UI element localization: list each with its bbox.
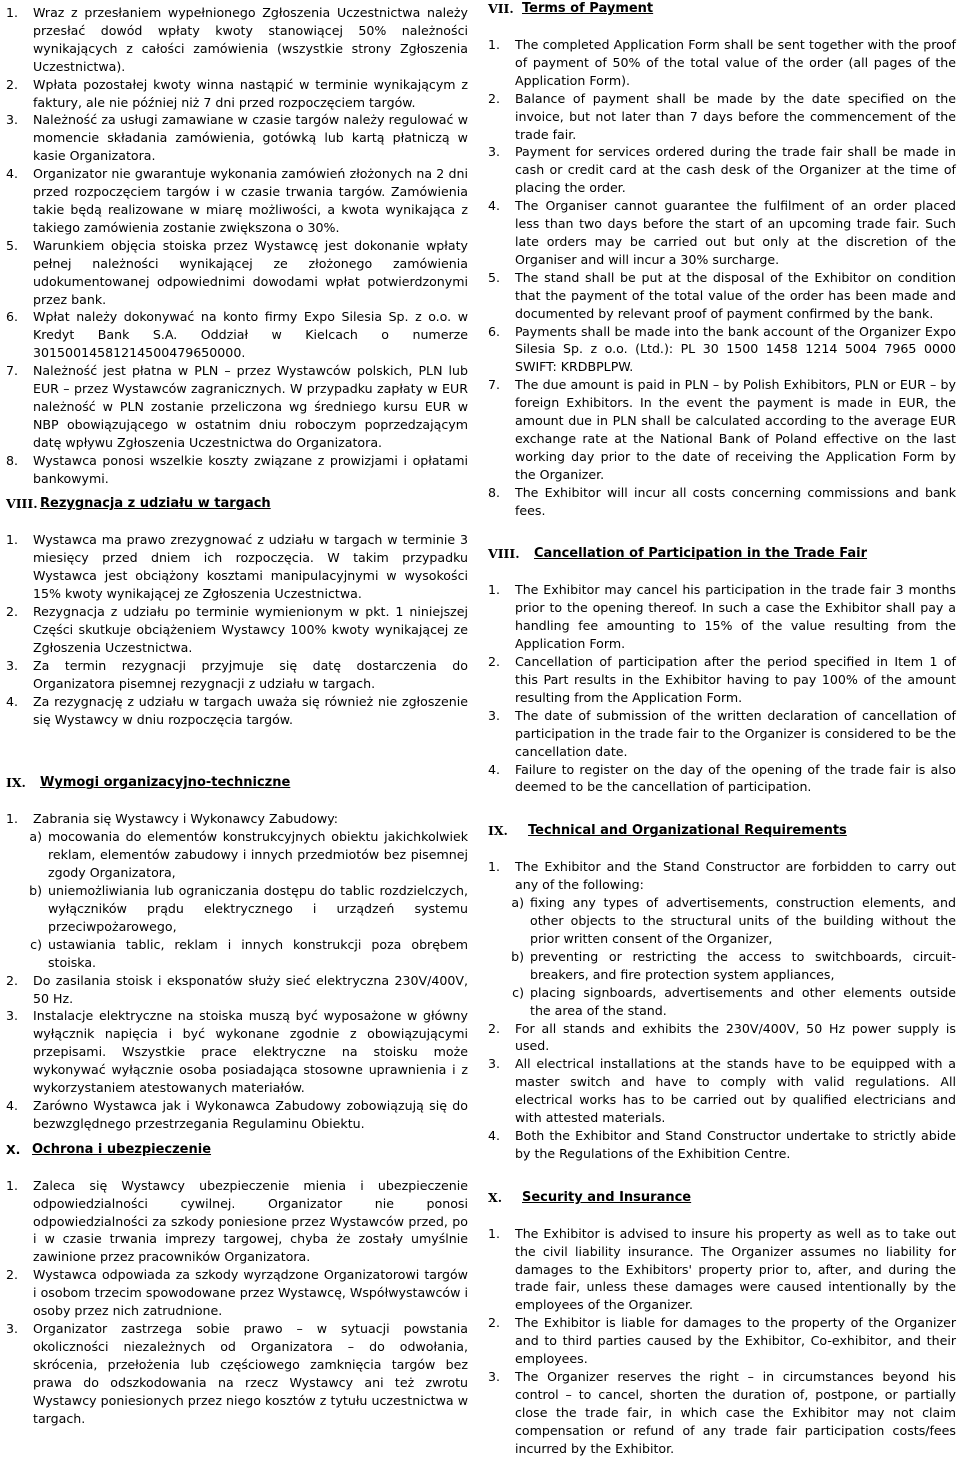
item-number: 1. [6,1177,19,1193]
item-text: Organizator zastrzega sobie prawo – w sytuacji powstania okoliczności niezależnych od Organizatora – do odwołania, skrócenia, przełożenia lub częściowego zamknięcia targów bez prawa do odszkodowania na rzecz Wystawcy ani też zwrotu Wystawcy poniesionych przez niego kosztów z tytułu uczestnictwa w targach. [33,1321,468,1426]
list-item [6,237,468,309]
list-item [6,657,468,693]
item-number: 2. [488,1020,501,1036]
list-item [6,4,468,76]
list-item [488,484,956,520]
list-item [488,761,956,797]
list-item [488,1368,956,1458]
section-number: VIII. [488,546,520,562]
item-text: Organizator nie gwarantuje wykonania zamówień złożonych na 2 dni przed rozpoczęciem targów i w czasie trwania targów. Zamówienia takie będą realizowane w miarę możliwości, a kwota wynikająca z takiego zamówienia zostanie zwiększona o 30%. [33,166,468,235]
item-text: Za rezygnację z udziału w targach uważa się również nie zgłoszenie się Wystawcy w dniu rozpoczęcia targów. [33,693,468,727]
section-title: Ochrona i ubezpieczenie [32,1141,212,1157]
en-section-viii-heading [488,545,956,563]
item-number: 2. [488,1315,501,1331]
section-number: X. [488,1189,503,1205]
sub-item-text: uniemożliwiania lub ograniczania dostępu do tablic rozdzielczych, wyłączników prądu elektrycznego i urządzeń systemu przeciwpożarowego, [48,883,468,934]
item-text: Wpłata pozostałej kwoty winna nastąpić w terminie wynikającym z faktury, ale nie później niż 7 dni przed rozpoczęciem targów. [33,76,468,110]
item-text: The date of submission of the written declaration of cancellation of participation in the trade fair to the Organizer is considered to be the cancellation date. [515,707,956,759]
item-text: The Organizer reserves the right – in circumstances beyond his control – to cancel, shorten the duration of, postpone, or partially close the trade fair, in which case the Exhibitor may not claim compensation or refund of any trade fair participation costs/fees incurred by the Exhibitor. [515,1369,956,1456]
item-number: 2. [6,76,19,92]
section-title: Security and Insurance [522,1189,692,1205]
section-number: VII. [488,1,514,16]
item-text: The Organiser cannot guarantee the fulfilment of an order placed less than two days before the start of an upcoming trade fair. Such late orders may be carried out but only at the discretion of the Organiser and will incur a 30% surcharge. [515,198,956,267]
item-text: For all stands and exhibits the 230V/400V, 50 Hz power supply is used. [515,1020,956,1054]
item-text: Payments shall be made into the bank account of the Organizer Expo Silesia Sp. z o.o. (Ltd.): PL 30 1500 1458 1214 5004 7965 0000 SWIFT: KRDBPLPW. [515,323,956,375]
list-item [6,452,468,488]
item-number: 8. [6,452,19,468]
item-text: Both the Exhibitor and Stand Constructor undertake to strictly abide by the Regulations of the Exhibition Centre. [515,1127,956,1161]
item-number: 3. [6,657,19,673]
item-number: 3. [6,1008,19,1024]
sub-item-text: ustawiania tablic, reklam i innych konstrukcji poza obrębem stoiska. [48,936,468,970]
list-item [488,1314,956,1368]
list-item [488,581,956,653]
item-number: 4. [6,693,19,709]
en-cancellation-list [488,581,956,796]
list-item [6,531,468,603]
list-item [488,143,956,197]
item-number: 2. [6,604,19,620]
section-title: Technical and Organizational Requirements [528,823,847,839]
item-text: The Exhibitor may cancel his participation in the trade fair 3 months prior to the opening thereof. In such a case the Exhibitor shall pay a handling fee amounting to 15% of the value resulting from the Application Form. [515,582,956,652]
item-text: Wraz z przesłaniem wypełnionego Zgłoszenia Uczestnictwa należy przesłać dowód wpłaty kwoty stanowiącej 50% należności wynikających z całości zamówienia (wszystkie strony Zgłoszenia Uczestnictwa). [33,5,468,74]
section-title: Wymogi organizacyjno-techniczne [40,775,291,791]
item-number: 1. [6,532,19,548]
item-text: Cancellation of participation after the period specified in Item 1 of this Part results in the Exhibitor having to pay 100% of the amount resulting from the Application Form. [515,654,956,705]
pl-technical-list [6,810,468,1132]
sub-item [6,882,468,936]
item-text: Instalacje elektryczne na stoiska muszą być wyposażone w główny wyłącznik napięcia i być wykonane zgodnie z obowiązującymi przepisami. Wszystkie prace elektryczne na stoisku może wykonywać wyłącznie osoba posiadająca stosowne uprawnienia i z wykorzystaniem atestowanych materiałów. [33,1008,468,1096]
list-item [6,362,468,452]
item-text: The Exhibitor and the Stand Constructor are forbidden to carry out any of the following: [515,859,956,893]
item-number: 5. [488,269,501,285]
item-number: 3. [488,144,501,160]
item-number: 1. [488,37,501,52]
item-text: Wystawca odpowiada za szkody wyrządzone Organizatorowi targów i osobom trzecim spowodowane przez Wystawcę, Współwystawców i osoby przez nich zatrudnione. [33,1267,468,1319]
item-number: 3. [488,707,501,723]
section-number: IX. [488,823,508,839]
list-item [6,308,468,362]
pl-security-list [6,1177,468,1428]
list-item [6,1097,468,1133]
item-number: 4. [6,1097,19,1113]
item-text: The due amount is paid in PLN – by Polish Exhibitors, PLN or EUR – by foreign Exhibitors. In the event the payment is made in EUR, the amount due in PLN shall be calculated according to the average EUR exchange rate at the National Bank of Poland effective on the last working day prior to the date of receiving the Application Form by the Organizer. [515,377,956,482]
item-text: Payment for services ordered during the trade fair shall be made in cash or credit card at the cash desk of the Organizer at the time of placing the order. [515,144,956,196]
sub-item [6,936,468,972]
item-number: 7. [6,363,19,379]
item-text: All electrical installations at the stands have to be equipped with a master switch and have to comply with valid regulations. All electrical works has to be carried out by qualified electricians and with attested materials. [515,1056,956,1126]
section-number: IX. [6,775,26,791]
item-text: Wystawca ponosi wszelkie koszty związane z prowizjami i opłatami bankowymi. [33,452,468,486]
item-text: Należność za usługi zamawiane w czasie targów należy regulować w momencie składania zamówienia, gotówką lub kartą płatniczą w kasie Organizatora. [33,112,468,164]
item-text: Wpłat należy dokonywać na konto firmy Expo Silesia Sp. z o.o. w Kredyt Bank S.A. Oddział w Kielcach o numerze 30150014581214500479650000. [33,309,468,361]
item-number: 7. [488,377,501,393]
list-item [488,858,956,894]
item-text: Zarówno Wystawca jak i Wykonawca Zabudowy zobowiązują się do bezwzględnego przestrzegania Regulaminu Obiektu. [33,1097,468,1131]
list-item [488,36,956,90]
item-number: 2. [6,1267,19,1283]
en-security-list [488,1225,956,1458]
item-text: Rezygnacja z udziału po terminie wymienionym w pkt. 1 niniejszej Części skutkuje obciążeniem Wystawcy 100% kwoty wynikającej ze Zgłoszenia Uczestnictwa. [33,604,468,655]
item-number: 1. [488,582,501,598]
item-number: 2. [488,90,501,106]
list-item [6,810,468,828]
item-text: Zabrania się Wystawcy i Wykonawcy Zabudowy: [33,811,339,827]
item-number: 4. [488,198,501,214]
list-item [488,376,956,483]
item-text: The stand shall be put at the disposal of the Exhibitor on condition that the payment of the total value of the order has been made and documented by relevant proof of payment confirmed by the bank. [515,269,956,321]
polish-column [6,0,468,1427]
item-number: 1. [6,811,19,827]
list-item [488,1055,956,1127]
sub-item-text: placing signboards, advertisements and other elements outside the area of the stand. [530,984,956,1018]
item-text: Za termin rezygnacji przyjmuje się datę dostarczenia do Organizatora pisemnej rezygnacji z udziału w targach. [33,657,468,691]
sub-item [488,894,956,948]
pl-terms-of-payment-list [6,4,468,487]
list-item [6,111,468,165]
en-terms-of-payment-list [488,36,956,519]
en-section-vii-heading [488,0,956,18]
list-item [6,1266,468,1320]
section-title: Rezygnacja z udziału w targach [40,496,271,512]
pl-cancellation-list [6,531,468,728]
item-text: The Exhibitor is liable for damages to the property of the Organizer and to third parties caused by the Exhibitor, Co-exhibitor, and their employees. [515,1315,956,1367]
item-text: Balance of payment shall be made by the date specified on the invoice, but not later than 7 days before the commencement of the trade fair. [515,90,956,142]
list-item [6,972,468,1008]
item-number: 1. [488,859,501,875]
sub-item-letter: a) [29,829,42,845]
section-number: VIII. [6,496,38,512]
item-number: 2. [6,972,19,988]
item-text: The Exhibitor is advised to insure his property as well as to take out the civil liability insurance. The Organizer assumes no liability for damages to the Exhibitors' property prior to, after, and during the trade fair, unless these damages were caused intentionally by the employees of the Organizer. [515,1225,956,1313]
item-text: The Exhibitor will incur all costs concerning commissions and bank fees. [515,484,956,518]
sub-item-text: preventing or restricting the access to switchboards, circuit-breakers, and fire protection system appliances, [530,948,956,982]
list-item [6,693,468,729]
sub-item-text: mocowania do elementów konstrukcyjnych obiektu jakichkolwiek reklam, elementów zabudowy i innych przedmiotów bez pisemnej zgody Organizatora, [48,829,468,881]
english-column [488,0,956,1458]
list-item [6,76,468,112]
sub-item [488,948,956,984]
item-number: 1. [488,1225,501,1241]
item-number: 4. [488,1127,501,1143]
list-item [6,1320,468,1427]
item-text: Failure to register on the day of the opening of the trade fair is also deemed to be the cancellation of participation. [515,761,956,795]
pl-section-viii-heading [6,495,468,513]
item-text: Wystawca ma prawo zrezygnować z udziału w targach w terminie 3 miesięcy przed dniem ich rozpoczęcia. W takim przypadku Wystawca jest obciążony kosztami manipulacyjnymi w wysokości 15% kwoty wynikającej ze Zgłoszenia Uczestnictwa. [33,532,468,602]
list-item [488,653,956,707]
sub-item-text: fixing any types of advertisements, construction elements, and other objects to the structural units of the building without the prior written consent of the Organizer, [530,895,956,946]
item-number: 4. [6,166,19,182]
item-number: 4. [488,761,501,777]
en-section-ix-heading [488,822,956,840]
item-number: 6. [488,323,501,339]
en-section-x-heading [488,1189,956,1207]
sub-item-letter: c) [512,984,524,1000]
item-number: 2. [488,654,501,670]
sub-item-letter: b) [29,883,42,899]
item-number: 8. [488,484,501,500]
list-item [6,1177,468,1267]
list-item [488,1020,956,1056]
item-number: 3. [6,1321,19,1336]
sub-item-letter: c) [30,936,42,952]
list-item [488,323,956,377]
list-item [6,1007,468,1097]
sub-item-letter: a) [511,895,524,911]
en-technical-list [488,858,956,1162]
list-item [6,603,468,657]
pl-section-ix-heading [6,774,468,792]
section-number: X. [6,1141,21,1157]
item-number: 3. [6,112,19,128]
sub-item [488,984,956,1020]
list-item [6,165,468,237]
list-item [488,1127,956,1163]
list-item [488,1225,956,1315]
item-text: Do zasilania stoisk i eksponatów służy sieć elektryczna 230V/400V, 50 Hz. [33,972,468,1006]
item-number: 6. [6,309,19,325]
list-item [488,90,956,144]
item-text: The completed Application Form shall be sent together with the proof of payment of 50% of the total value of the order (all pages of the Application Form). [515,37,956,88]
pl-section-x-heading [6,1141,468,1159]
section-title: Terms of Payment [522,1,654,16]
list-item [488,197,956,269]
sub-item-letter: b) [511,948,524,964]
item-text: Zaleca się Wystawcy ubezpieczenie mienia i ubezpieczenie odpowiedzialności cywilnej. Organizator nie ponosi odpowiedzialności za szkody poniesione przez Wystawców przed, po i w czasie trwania imprezy targowej, chyba że zostały umyślnie zawinione przez pracowników Organizatora. [33,1177,468,1265]
section-title: Cancellation of Participation in the Trade Fair [534,546,868,562]
list-item [488,269,956,323]
list-item [488,707,956,761]
item-number: 3. [488,1369,501,1384]
sub-item [6,828,468,882]
item-number: 5. [6,237,19,253]
item-number: 3. [488,1056,501,1072]
item-text: Warunkiem objęcia stoiska przez Wystawcę jest dokonanie wpłaty pełnej należności wynikającej ze złożonego zamówienia udokumentowanej odpowiednimi dowodami wpłat potwierdzonymi przez bank. [33,237,468,307]
item-text: Należność jest płatna w PLN – przez Wystawców polskich, PLN lub EUR – przez Wystawców zagranicznych. W przypadku zapłaty w EUR należność w PLN zostanie przeliczona wg średniego kursu EUR w NBP obowiązującego w ostatnim dniu roboczym poprzedzającym datę wpływu Zgłoszenia Uczestnictwa do Organizatora. [33,363,468,450]
item-number: 1. [6,5,19,20]
